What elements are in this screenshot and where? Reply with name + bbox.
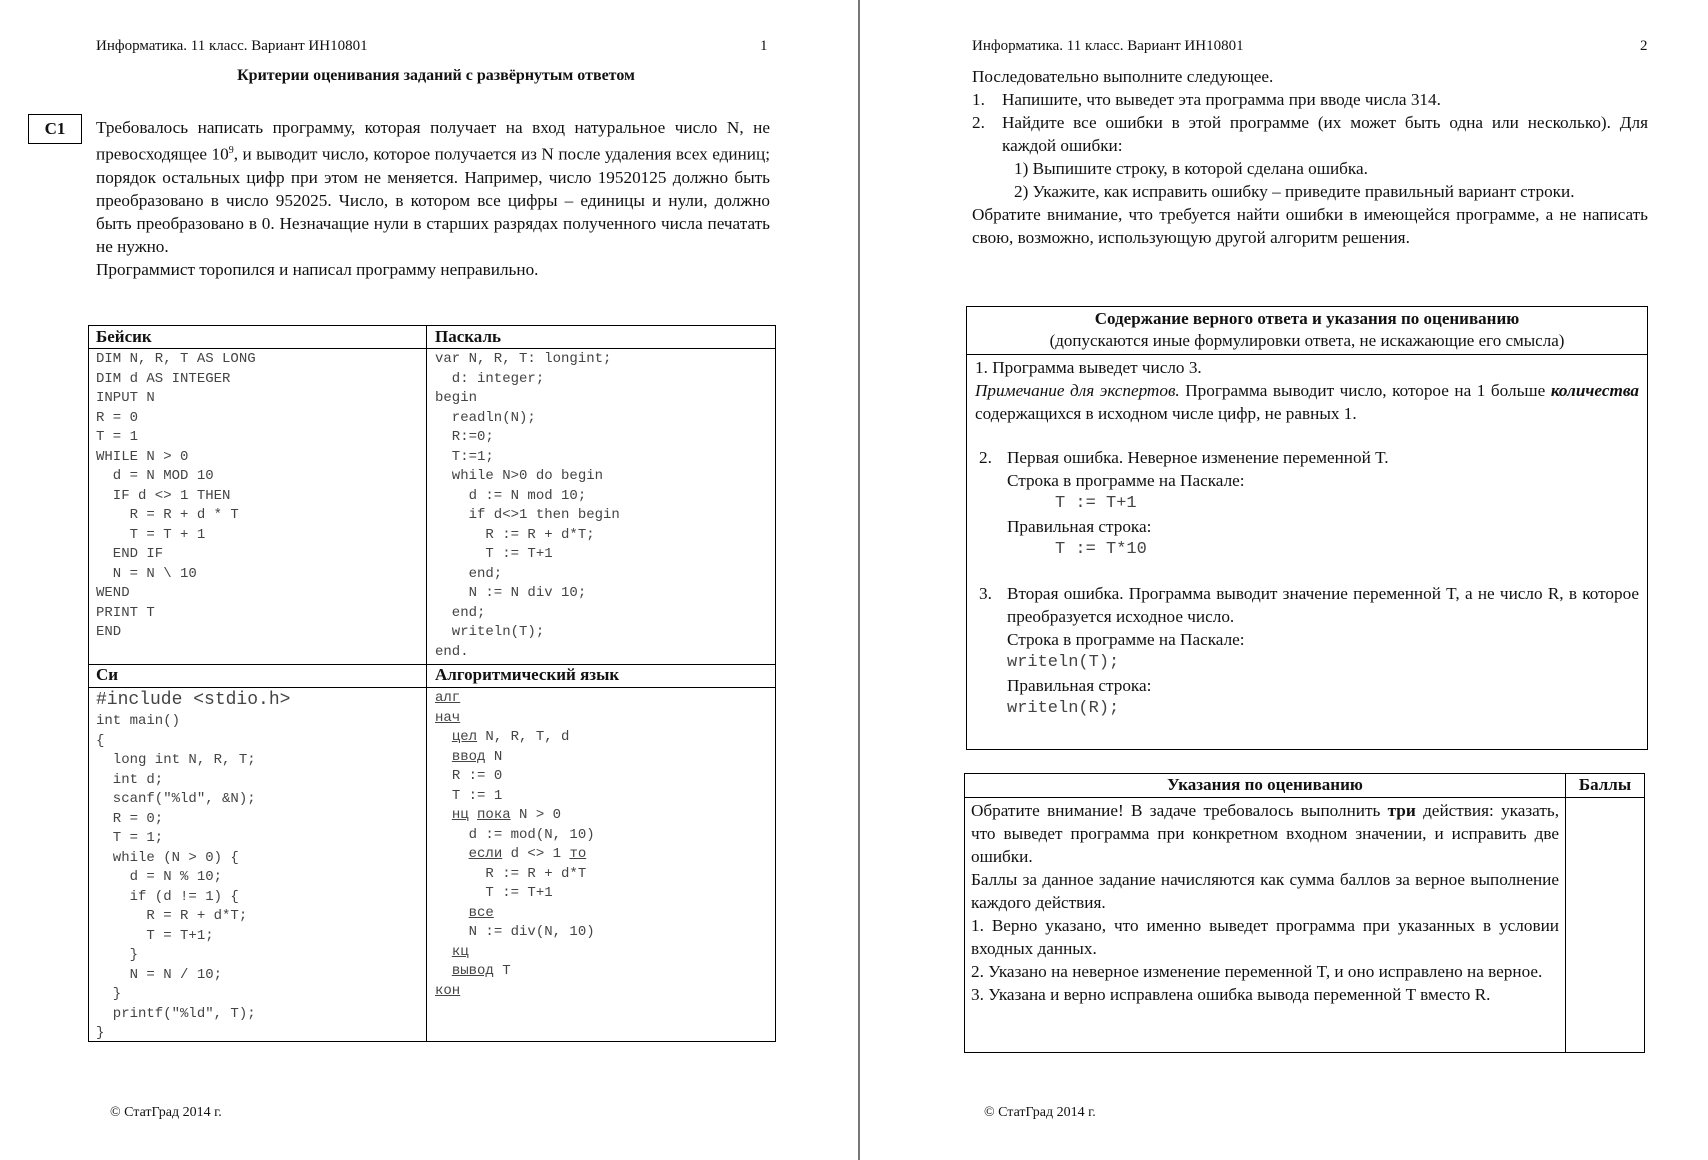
algo-kw-cel: цел: [451, 729, 478, 745]
grading-header-rule: [965, 797, 1644, 798]
answer-3-right-code: writeln(R);: [1007, 699, 1120, 718]
table-header-rule: [89, 348, 775, 349]
grading-paragraph-1: [971, 799, 1559, 868]
algo-kw-to: то: [569, 846, 587, 862]
table-middle-rule: [89, 664, 775, 665]
answer-3-wrong-code: writeln(T);: [1007, 653, 1120, 672]
instructions-intro: Последовательно выполните следующее.: [972, 67, 1274, 86]
basic-header: Бейсик: [96, 327, 152, 346]
answer-1-note-text1: Программа выводит число, которое на 1 больше: [1179, 381, 1551, 400]
grading-item-1: 1. Верно указано, что именно выведет программа при указанных в условии входных данных.: [971, 916, 1559, 958]
grading-table: [964, 773, 1645, 1053]
grading-header: Указания по оцениванию: [1167, 775, 1363, 794]
answer-2-right-code: T := T*10: [1055, 540, 1147, 559]
answer-2: [975, 446, 1639, 469]
page-number: 2: [1640, 38, 1648, 54]
page-header: Информатика. 11 класс. Вариант ИН10801: [96, 38, 368, 54]
grading-paragraph-1-emphasis: три: [1387, 801, 1416, 820]
algo-kw-vse: все: [468, 904, 494, 921]
grading-points-header: Баллы: [1578, 775, 1632, 794]
answer-3-text: Вторая ошибка. Программа выводит значение переменной T, а не число R, в которое преобразуется исходное число.: [1007, 584, 1639, 626]
answer-1-note-emphasis: количества: [1550, 381, 1639, 400]
answer-box-rule: [967, 354, 1647, 355]
table-column-divider: [426, 326, 427, 1041]
page-footer: © СтатГрад 2014 г.: [984, 1105, 1096, 1120]
algo-kw-vyvod: вывод: [451, 963, 494, 979]
task-text: [96, 116, 770, 281]
table-lower-header-rule: [89, 687, 775, 688]
code-table: [88, 325, 776, 1042]
answer-1-note-text2: содержащихся в исходном числе цифр, не равных 1.: [975, 404, 1357, 423]
answer-box-subtitle: (допускаются иные формулировки ответа, не искажающие его смысла): [1049, 331, 1565, 350]
algo-loop-cond: N > 0: [510, 807, 562, 823]
answer-3-line-label: Строка в программе на Паскале:: [1007, 630, 1245, 649]
instruction-subitem-1: 1) Выпишите строку, в которой сделана ошибка.: [1014, 159, 1368, 178]
algo-cel-vars: N, R, T, d: [477, 729, 570, 745]
algo-kw-kc: кц: [451, 943, 469, 960]
algo-kw-poka: пока: [477, 807, 511, 823]
grading-paragraph-2: Баллы за данное задание начисляются как сумма баллов за верное выполнение каждого действия.: [971, 870, 1559, 912]
algo-r-init: R := 0: [451, 768, 503, 784]
grading-item-2: 2. Указано на неверное изменение переменной T, и оно исправлено на верное.: [971, 962, 1543, 981]
grading-content: [971, 799, 1559, 1006]
algo-t-init: T := 1: [451, 787, 503, 804]
algo-n-update: N := div(N, 10): [468, 924, 595, 940]
instruction-item-1: [972, 88, 1648, 111]
pascal-header: Паскаль: [435, 327, 501, 346]
c-include-line: #include <stdio.h>: [96, 690, 291, 710]
instruction-item-1-text: Напишите, что выведет эта программа при вводе числа 314.: [1002, 90, 1441, 109]
page-header: Информатика. 11 класс. Вариант ИН10801: [972, 38, 1244, 54]
answer-box-title: Содержание верного ответа и указания по оцениванию: [1094, 309, 1520, 328]
answer-box: [966, 306, 1648, 750]
answer-2-line-label: Строка в программе на Паскале:: [1007, 471, 1245, 490]
algo-code: [435, 689, 595, 1001]
algo-vvod-var: N: [485, 748, 503, 765]
instruction-item-2-number: 2.: [972, 113, 985, 132]
c-code: int main() { long int N, R, T; int d; scanf("%ld", &N); R = 0; T = 1; while (N > 0) { d = N % 10; if (d != 1) { R = R + d*T; T = T+1; } N = N / 10; } printf("%ld", T); }: [96, 713, 256, 1041]
algo-t-update: T := T+1: [485, 885, 553, 901]
algo-kw-nach: нач: [435, 709, 461, 726]
c-header: Си: [96, 665, 119, 684]
task-description-part2: , и выводит число, которое получается из N после удаления всех единиц; порядок остальных цифр при этом не меняется. Например, число 19520125 должно быть преобразовано в число 952025. Число, в котором все цифры – единицы и нули, должно быть преобразовано в 0. Незначащие нули в старших разрядах полученного числа печатать не нужно.: [96, 144, 770, 256]
instruction-item-1-number: 1.: [972, 90, 985, 109]
instruction-item-2-text: Найдите все ошибки в этой программе (их может быть одна или несколько). Для каждой ошибки:: [1002, 113, 1648, 155]
answer-3: [975, 582, 1639, 628]
answer-2-text: Первая ошибка. Неверное изменение переменной T.: [1007, 448, 1389, 467]
grading-paragraph-1-part2: действия: указать, что выведет программа при конкретном входном значении, и исправить две ошибки.: [971, 801, 1560, 866]
task-label: C1: [28, 114, 82, 144]
algo-kw-vvod: ввод: [451, 748, 486, 765]
algo-header: Алгоритмический язык: [435, 665, 620, 684]
basic-code: DIM N, R, T AS LONG DIM d AS INTEGER INPUT N R = 0 T = 1 WHILE N > 0 d = N MOD 10 IF d <> 1 THEN R = R + d * T T = T + 1 END IF N = N \ 10 WEND PRINT T END: [96, 351, 256, 640]
grading-column-divider: [1565, 774, 1566, 1052]
instructions: [972, 65, 1648, 249]
answer-3-right-label: Правильная строка:: [1007, 676, 1152, 695]
answer-1-note: [975, 379, 1639, 425]
algo-vyvod-var: T: [493, 963, 511, 979]
task-description-part1: Требовалось написать программу, которая получает на вход натуральное число N, не превосходящее 10: [96, 118, 770, 164]
answer-1-note-label: Примечание для экспертов.: [975, 381, 1180, 400]
page-number: 1: [760, 38, 768, 54]
instructions-note: Обратите внимание, что требуется найти ошибки в имеющейся программе, а не написать свою, возможно, использующую другой алгоритм решения.: [972, 205, 1648, 247]
page-footer: © СтатГрад 2014 г.: [110, 1105, 222, 1120]
answer-2-wrong-code: T := T+1: [1055, 494, 1137, 513]
page-title: Критерии оценивания заданий с развёрнутым ответом: [237, 67, 635, 84]
answer-3-number: 3.: [979, 584, 992, 603]
grading-paragraph-1-part1: Обратите внимание! В задаче требовалось выполнить: [971, 801, 1388, 820]
grading-item-3: 3. Указана и верно исправлена ошибка вывода переменной T вместо R.: [971, 985, 1491, 1004]
task-description: [96, 116, 770, 258]
task-description-exponent: 9: [228, 145, 234, 156]
algo-r-update: R := R + d*T: [485, 865, 587, 882]
pascal-code: var N, R, T: longint; d: integer; begin readln(N); R:=0; T:=1; while N>0 do begin d := N mod 10; if d<>1 then begin R := R + d*T; T := T+1 end; N := N div 10; end; writeln(T); end.: [435, 351, 620, 660]
page-right: [860, 0, 1708, 1160]
answer-content: [975, 356, 1639, 720]
algo-kw-alg: алг: [435, 690, 461, 706]
algo-d-assign: d := mod(N, 10): [468, 826, 595, 843]
task-remark: Программист торопился и написал программу неправильно.: [96, 259, 539, 279]
instruction-subitem-2: 2) Укажите, как исправить ошибку – приведите правильный вариант строки.: [1014, 182, 1575, 201]
instruction-item-2: [972, 111, 1648, 157]
answer-2-number: 2.: [979, 448, 992, 467]
answer-1: 1. Программа выведет число 3.: [975, 358, 1202, 377]
algo-esli-cond: d <> 1: [502, 846, 570, 862]
answer-2-right-label: Правильная строка:: [1007, 517, 1152, 536]
algo-kw-nc: нц: [451, 807, 469, 823]
algo-kw-esli: если: [468, 846, 503, 862]
algo-kw-kon: кон: [435, 982, 461, 999]
